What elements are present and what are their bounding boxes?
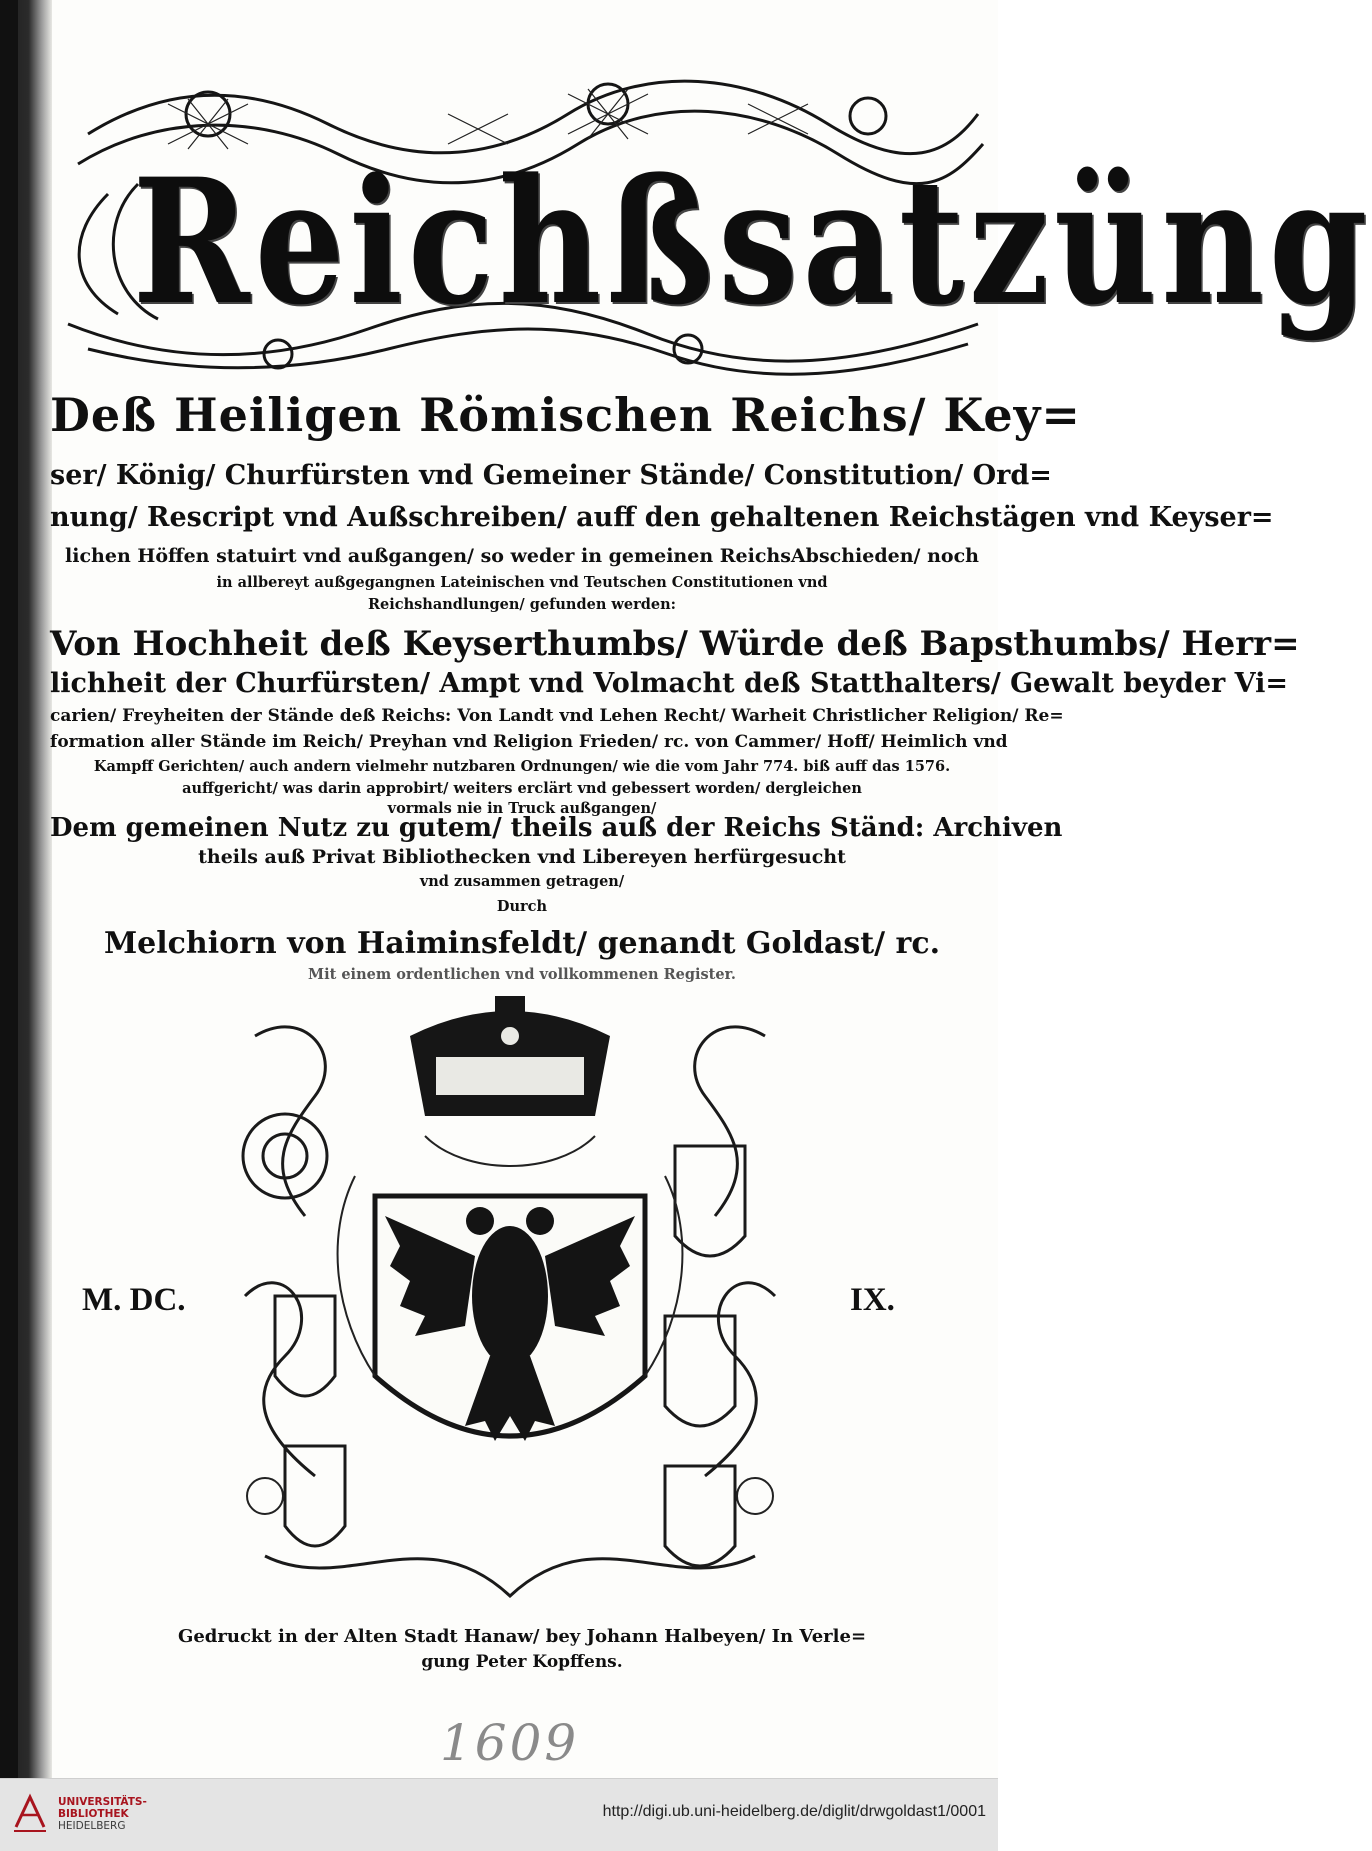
body-line-13: Dem gemeinen Nutz zu gutem/ theils auß der Reichs Ständ: Archiven — [50, 813, 1063, 843]
body-line-5: Reichshandlungen/ gefunden werden: — [367, 596, 677, 613]
body-line-9: formation aller Stände im Reich/ Preyhan vnd Religion Frieden/ rc. von Cammer/ Hoff/ Heimlich vnd — [50, 732, 1008, 752]
body-line-8: carien/ Freyheiten der Stände deß Reichs: Von Landt vnd Lehen Recht/ Warheit Christlicher Religion/ Re= — [50, 706, 1064, 726]
body-line-11: auffgericht/ was darin approbirt/ weiters erclärt vnd gebessert worden/ dergleichen — [182, 780, 862, 797]
main-title: Reichßsatzüng — [132, 140, 1372, 343]
body-line-10: Kampff Gerichten/ auch andern vielmehr nutzbaren Ordnungen/ wie die vom Jahr 774. biß auff das 1576. — [93, 758, 951, 775]
body-line-12: vormals nie in Truck außgangen/ — [387, 800, 657, 817]
imprint-line-1: Gedruckt in der Alten Stadt Hanaw/ bey Johann Halbeyen/ In Verle= — [177, 1626, 867, 1647]
body-line-14: theils auß Privat Bibliothecken vnd Libereyen herfürgesucht — [198, 846, 846, 868]
imperial-eagle-coat-of-arms — [225, 996, 795, 1616]
author-line: Melchiorn von Haiminsfeldt/ genandt Goldast/ rc. — [103, 926, 941, 961]
logo-line-1: UNIVERSITÄTS- — [58, 1796, 147, 1808]
library-footer-bar — [0, 1778, 998, 1851]
year-right: IX. — [850, 1282, 895, 1318]
year-left: M. DC. — [82, 1282, 186, 1318]
body-line-2: nung/ Rescript vnd Außschreiben/ auff den gehaltenen Reichstägen vnd Keyser= — [50, 502, 1274, 533]
handwritten-year-annotation: 1609 — [440, 1714, 580, 1772]
body-line-16: Durch — [496, 898, 548, 915]
body-line-4: in allbereyt außgegangnen Lateinischen vnd Teutschen Constitutionen vnd — [216, 574, 828, 591]
university-library-logo-icon[interactable] — [12, 1793, 48, 1833]
library-logo-text — [58, 1796, 147, 1832]
body-line-3: lichen Höffen statuirt vnd außgangen/ so weder in gemeinen ReichsAbschieden/ noch — [65, 545, 979, 567]
body-line-15: vnd zusammen getragen/ — [419, 873, 625, 890]
body-line-1: ser/ König/ Churfürsten vnd Gemeiner Stände/ Constitution/ Ord= — [50, 460, 1052, 491]
permalink-url[interactable]: http://digi.ub.uni-heidelberg.de/diglit/drwgoldast1/0001 — [602, 1803, 986, 1820]
title-block — [48, 74, 1372, 374]
imprint-line-2: gung Peter Kopffens. — [421, 1652, 623, 1672]
body-line-6: Von Hochheit deß Keyserthumbs/ Würde deß Bapsthumbs/ Herr= — [50, 624, 1300, 664]
body-line-7: lichheit der Churfürsten/ Ampt vnd Volmacht deß Statthalters/ Gewalt beyder Vi= — [50, 668, 1288, 699]
logo-line-3: HEIDELBERG — [58, 1820, 126, 1832]
page-binding-edge — [0, 0, 18, 1778]
subtitle: Deß Heiligen Römischen Reichs/ Key= — [50, 388, 1081, 442]
register-note: Mit einem ordentlichen vnd vollkommenen Register. — [308, 966, 736, 983]
logo-line-2: BIBLIOTHEK — [58, 1808, 129, 1820]
